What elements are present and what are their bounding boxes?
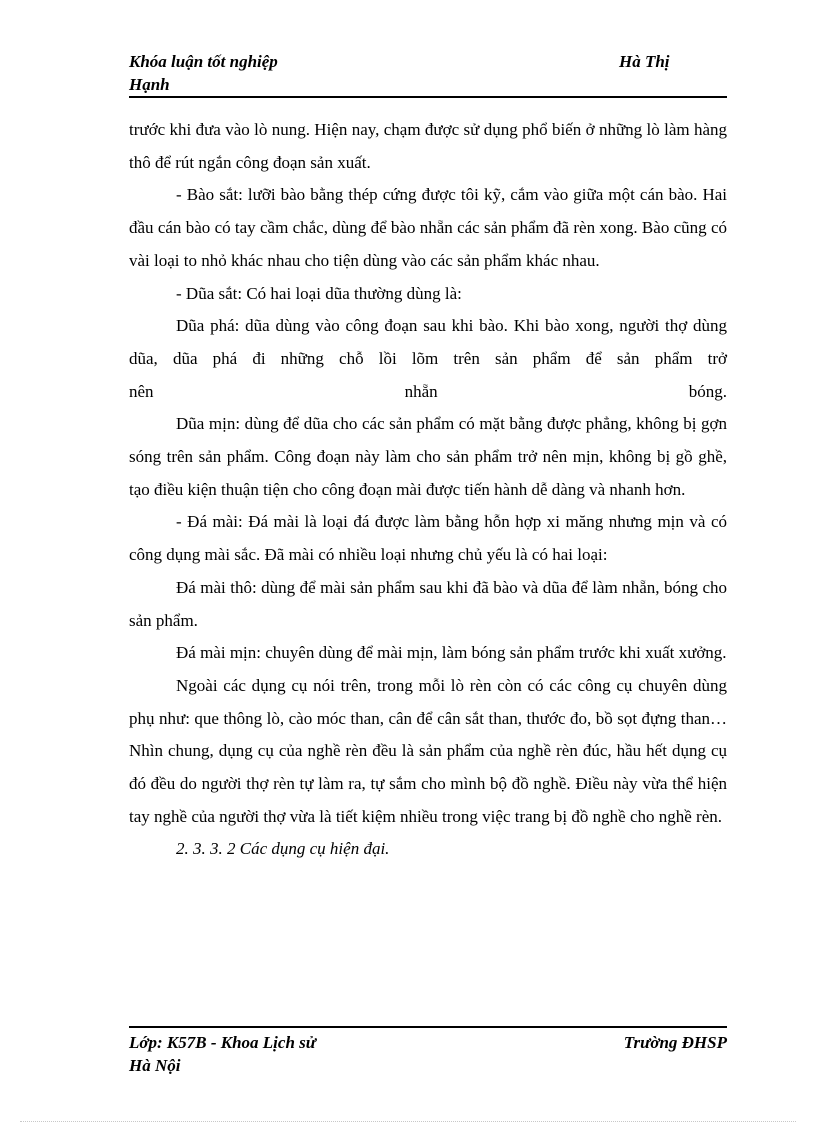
paragraph: trước khi đưa vào lò nung. Hiện nay, chạm được sử dụng phổ biến ở những lò làm hàng thô để rút ngắn công đoạn sản xuất. [129,120,727,172]
paragraph: nên nhẵn bóng. [129,381,727,401]
section-heading: 2. 3. 3. 2 Các dụng cụ hiện đại. [176,839,390,859]
footer-school: Trường ĐHSP [623,1033,727,1052]
header-title: Khóa luận tốt nghiệp [129,52,278,71]
paragraph: Đá mài thô: dùng để mài sản phẩm sau khi đã bào và dũa để làm nhẵn, bóng cho sản phẩm. [129,577,727,630]
document-body [129,114,727,866]
page-footer [129,1031,727,1077]
paragraph: - Bào sắt: lưỡi bào bằng thép cứng được tôi kỹ, cắm vào giữa một cán bào. Hai đầu cán bào có tay cầm chắc, dùng để bào nhẵn các sản phẩm đã rèn xong. Bào cũng có vài loại to nhỏ khác nhau cho tiện dùng vào các sản phẩm khác nhau. [129,185,727,270]
header-author: Hà Thị [619,52,670,71]
footer-class-continued: Hà Nội [129,1056,181,1075]
paragraph: - Dũa sắt: Có hai loại dũa thường dùng là: [176,283,462,303]
footer-rule [129,1026,727,1028]
footer-class: Lớp: K57B - Khoa Lịch sử [129,1033,316,1052]
header-author-continued: Hạnh [129,75,170,94]
paragraph: Đá mài mịn: chuyên dùng để mài mịn, làm bóng sản phẩm trước khi xuất xưởng. [176,643,727,663]
paragraph: Ngoài các dụng cụ nói trên, trong mỗi lò rèn còn có các công cụ chuyên dùng phụ như: que thông lò, cào móc than, cân để cân sắt than, thước đo, bồ sọt đựng than…Nhìn chung, dụng cụ của nghề rèn đều là sản phẩm của nghề rèn đúc, hầu hết dụng cụ đó đều do người thợ rèn tự làm ra, tự sắm cho mình bộ đồ nghề. Điều này vừa thể hiện tay nghề của người thợ vừa là tiết kiệm nhiều trong việc trang bị đồ nghề cho nghề rèn. [129,675,727,826]
page-edge [20,1121,796,1122]
paragraph: Dũa phá: dũa dùng vào công đoạn sau khi bào. Khi bào xong, người thợ dùng dũa, dũa phá đi những chỗ lồi lõm trên sản phẩm để sản phẩm trở [129,316,727,368]
header-rule [129,96,727,98]
paragraph: Dũa mịn: dùng để dũa cho các sản phẩm có mặt bằng được phẳng, không bị gợn sóng trên sản phẩm. Công đoạn này làm cho sản phẩm trở nên mịn, không bị gồ ghề, tạo điều kiện thuận tiện cho công đoạn mài được tiến hành dễ dàng và nhanh hơn. [129,414,727,499]
paragraph: - Đá mài: Đá mài là loại đá được làm bằng hỗn hợp xi măng nhưng mịn và có công dụng mài sắc. Đã mài có nhiều loại nhưng chủ yếu là có hai loại: [129,512,727,565]
page-header [129,50,727,96]
